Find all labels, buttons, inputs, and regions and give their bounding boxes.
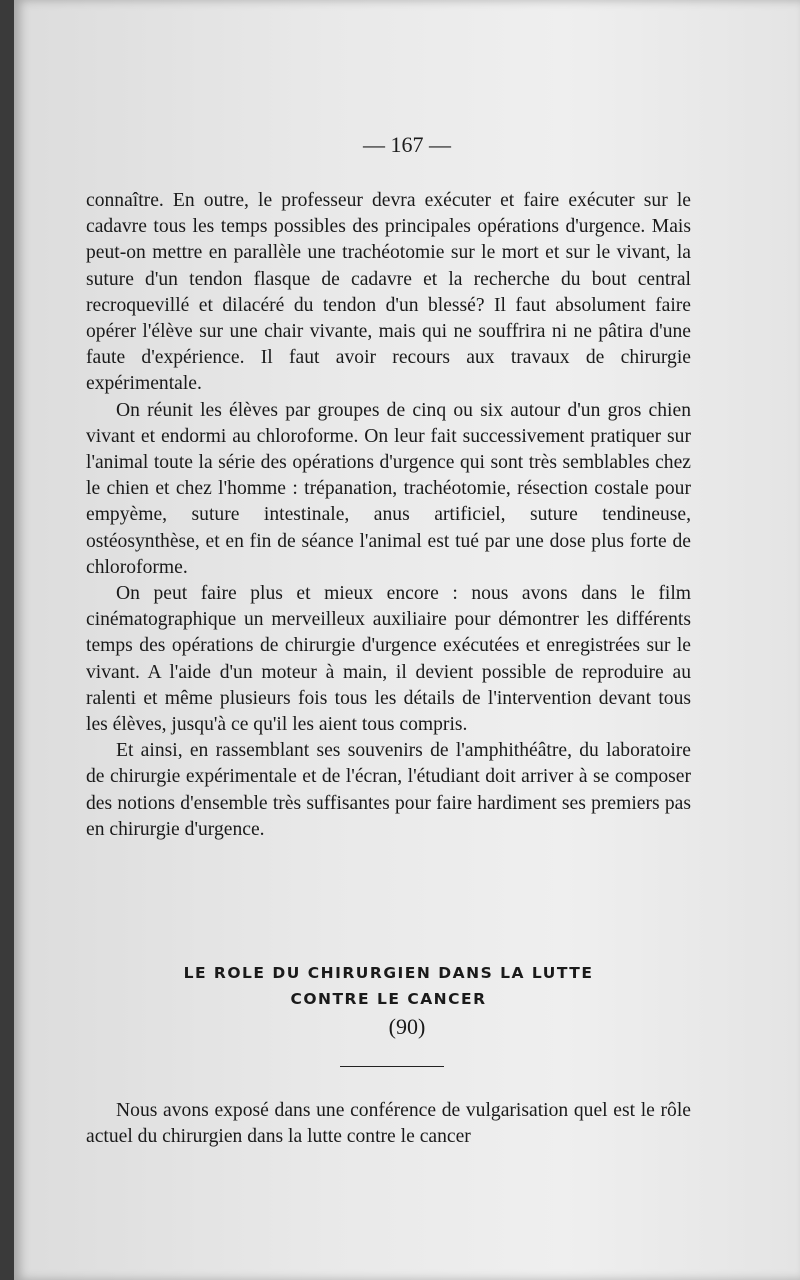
closing-text-block	[86, 1098, 691, 1150]
paragraph-3: On peut faire plus et mieux encore : nous avons dans le film cinématographique un merveilleux auxiliaire pour démontrer les différents temps des opérations de chirurgie d'urgence exécutées et enregistrées sur le vivant. A l'aide d'un moteur à main, il devient possible de reproduire au ralenti et même plusieurs fois tous les détails de l'intervention devant tous les élèves, jusqu'à ce qu'il les aient tous compris.	[86, 583, 691, 736]
horizontal-rule	[340, 1066, 444, 1067]
note-reference: (90)	[388, 1014, 426, 1039]
page-number: — 167 —	[363, 132, 451, 157]
book-page	[14, 0, 800, 1280]
section-heading-line-2: CONTRE LE CANCER	[290, 990, 487, 1008]
section-heading	[86, 960, 691, 1012]
main-text-block	[86, 188, 691, 843]
section-heading-line-1: LE ROLE DU CHIRURGIEN DANS LA LUTTE	[183, 964, 594, 982]
paragraph-2: On réunit les élèves par groupes de cinq ou six autour d'un gros chien vivant et endormi au chloroforme. On leur fait successivement pratiquer sur l'animal toute la série des opérations d'urgence qui sont très semblables chez le chien et chez l'homme : trépanation, trachéotomie, résection costale pour empyème, suture intestinale, anus artificiel, suture tendineuse, ostéosynthèse, et en fin de séance l'animal est tué par une dose plus forte de chloroforme.	[86, 399, 691, 578]
closing-paragraph: Nous avons exposé dans une conférence de vulgarisation quel est le rôle actuel du chirurgien dans la lutte contre le cancer	[86, 1100, 691, 1148]
paragraph-1: connaître. En outre, le professeur devra exécuter et faire exécuter sur le cadavre tous les temps possibles des principales opérations d'urgence. Mais peut-on mettre en parallèle une trachéotomie sur le mort et sur le vivant, la suture d'un tendon flasque de cadavre et la recherche du bout central recroquevillé et dilacéré du tendon d'un blessé? Il faut absolument faire opérer l'élève sur une chair vivante, mais qui ne souffrira ni ne pâtira d'une faute d'expérience. Il faut avoir recours aux travaux de chirurgie expérimentale.	[86, 190, 691, 395]
paragraph-4: Et ainsi, en rassemblant ses souvenirs de l'amphithéâtre, du laboratoire de chirurgie expérimentale et de l'écran, l'étudiant doit arriver à se composer des notions d'ensemble très suffisantes pour faire hardiment ses premiers pas en chirurgie d'urgence.	[86, 740, 691, 840]
